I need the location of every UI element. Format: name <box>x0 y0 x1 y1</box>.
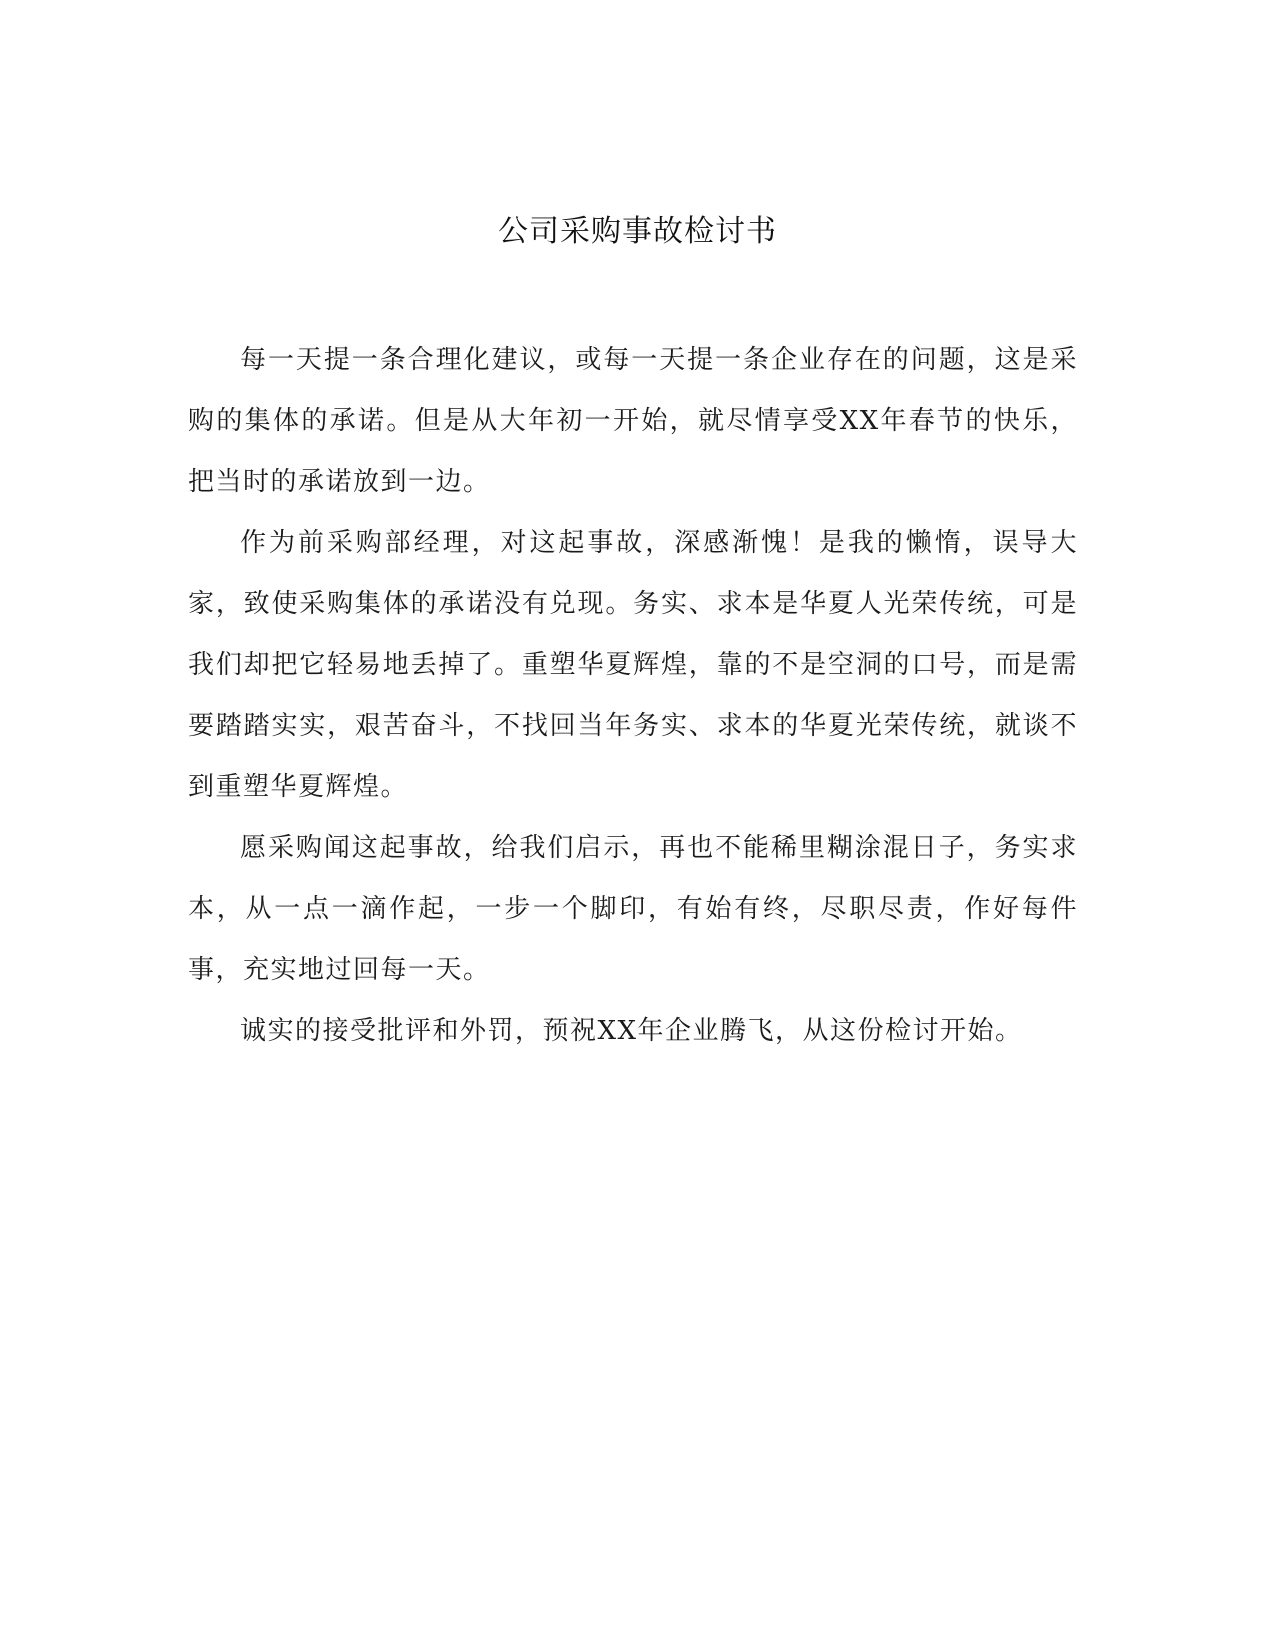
paragraph-4: 诚实的接受批评和外罚，预祝XX年企业腾飞，从这份检讨开始。 <box>240 1016 1023 1046</box>
paragraph-3: 愿采购闻这起事故，给我们启示，再也不能稀里糊涂混日子，务实求本，从一点一滴作起，一步一个脚印，有始有终，尽职尽责，作好每件事，充实地过回每一天。 <box>188 833 1078 985</box>
document-body <box>188 330 1078 1062</box>
paragraph-2: 作为前采购部经理，对这起事故，深感渐愧！是我的懒惰，误导大家，致使采购集体的承诺没有兑现。务实、求本是华夏人光荣传统，可是我们却把它轻易地丢掉了。重塑华夏辉煌，靠的不是空洞的口号，而是需要踏踏实实，艰苦奋斗，不找回当年务实、求本的华夏光荣传统，就谈不到重塑华夏辉煌。 <box>188 528 1078 802</box>
paragraph-1: 每一天提一条合理化建议，或每一天提一条企业存在的问题，这是采购的集体的承诺。但是从大年初一开始，就尽情享受XX年春节的快乐，把当时的承诺放到一边。 <box>188 345 1078 497</box>
document-title: 公司采购事故检讨书 <box>498 214 777 249</box>
